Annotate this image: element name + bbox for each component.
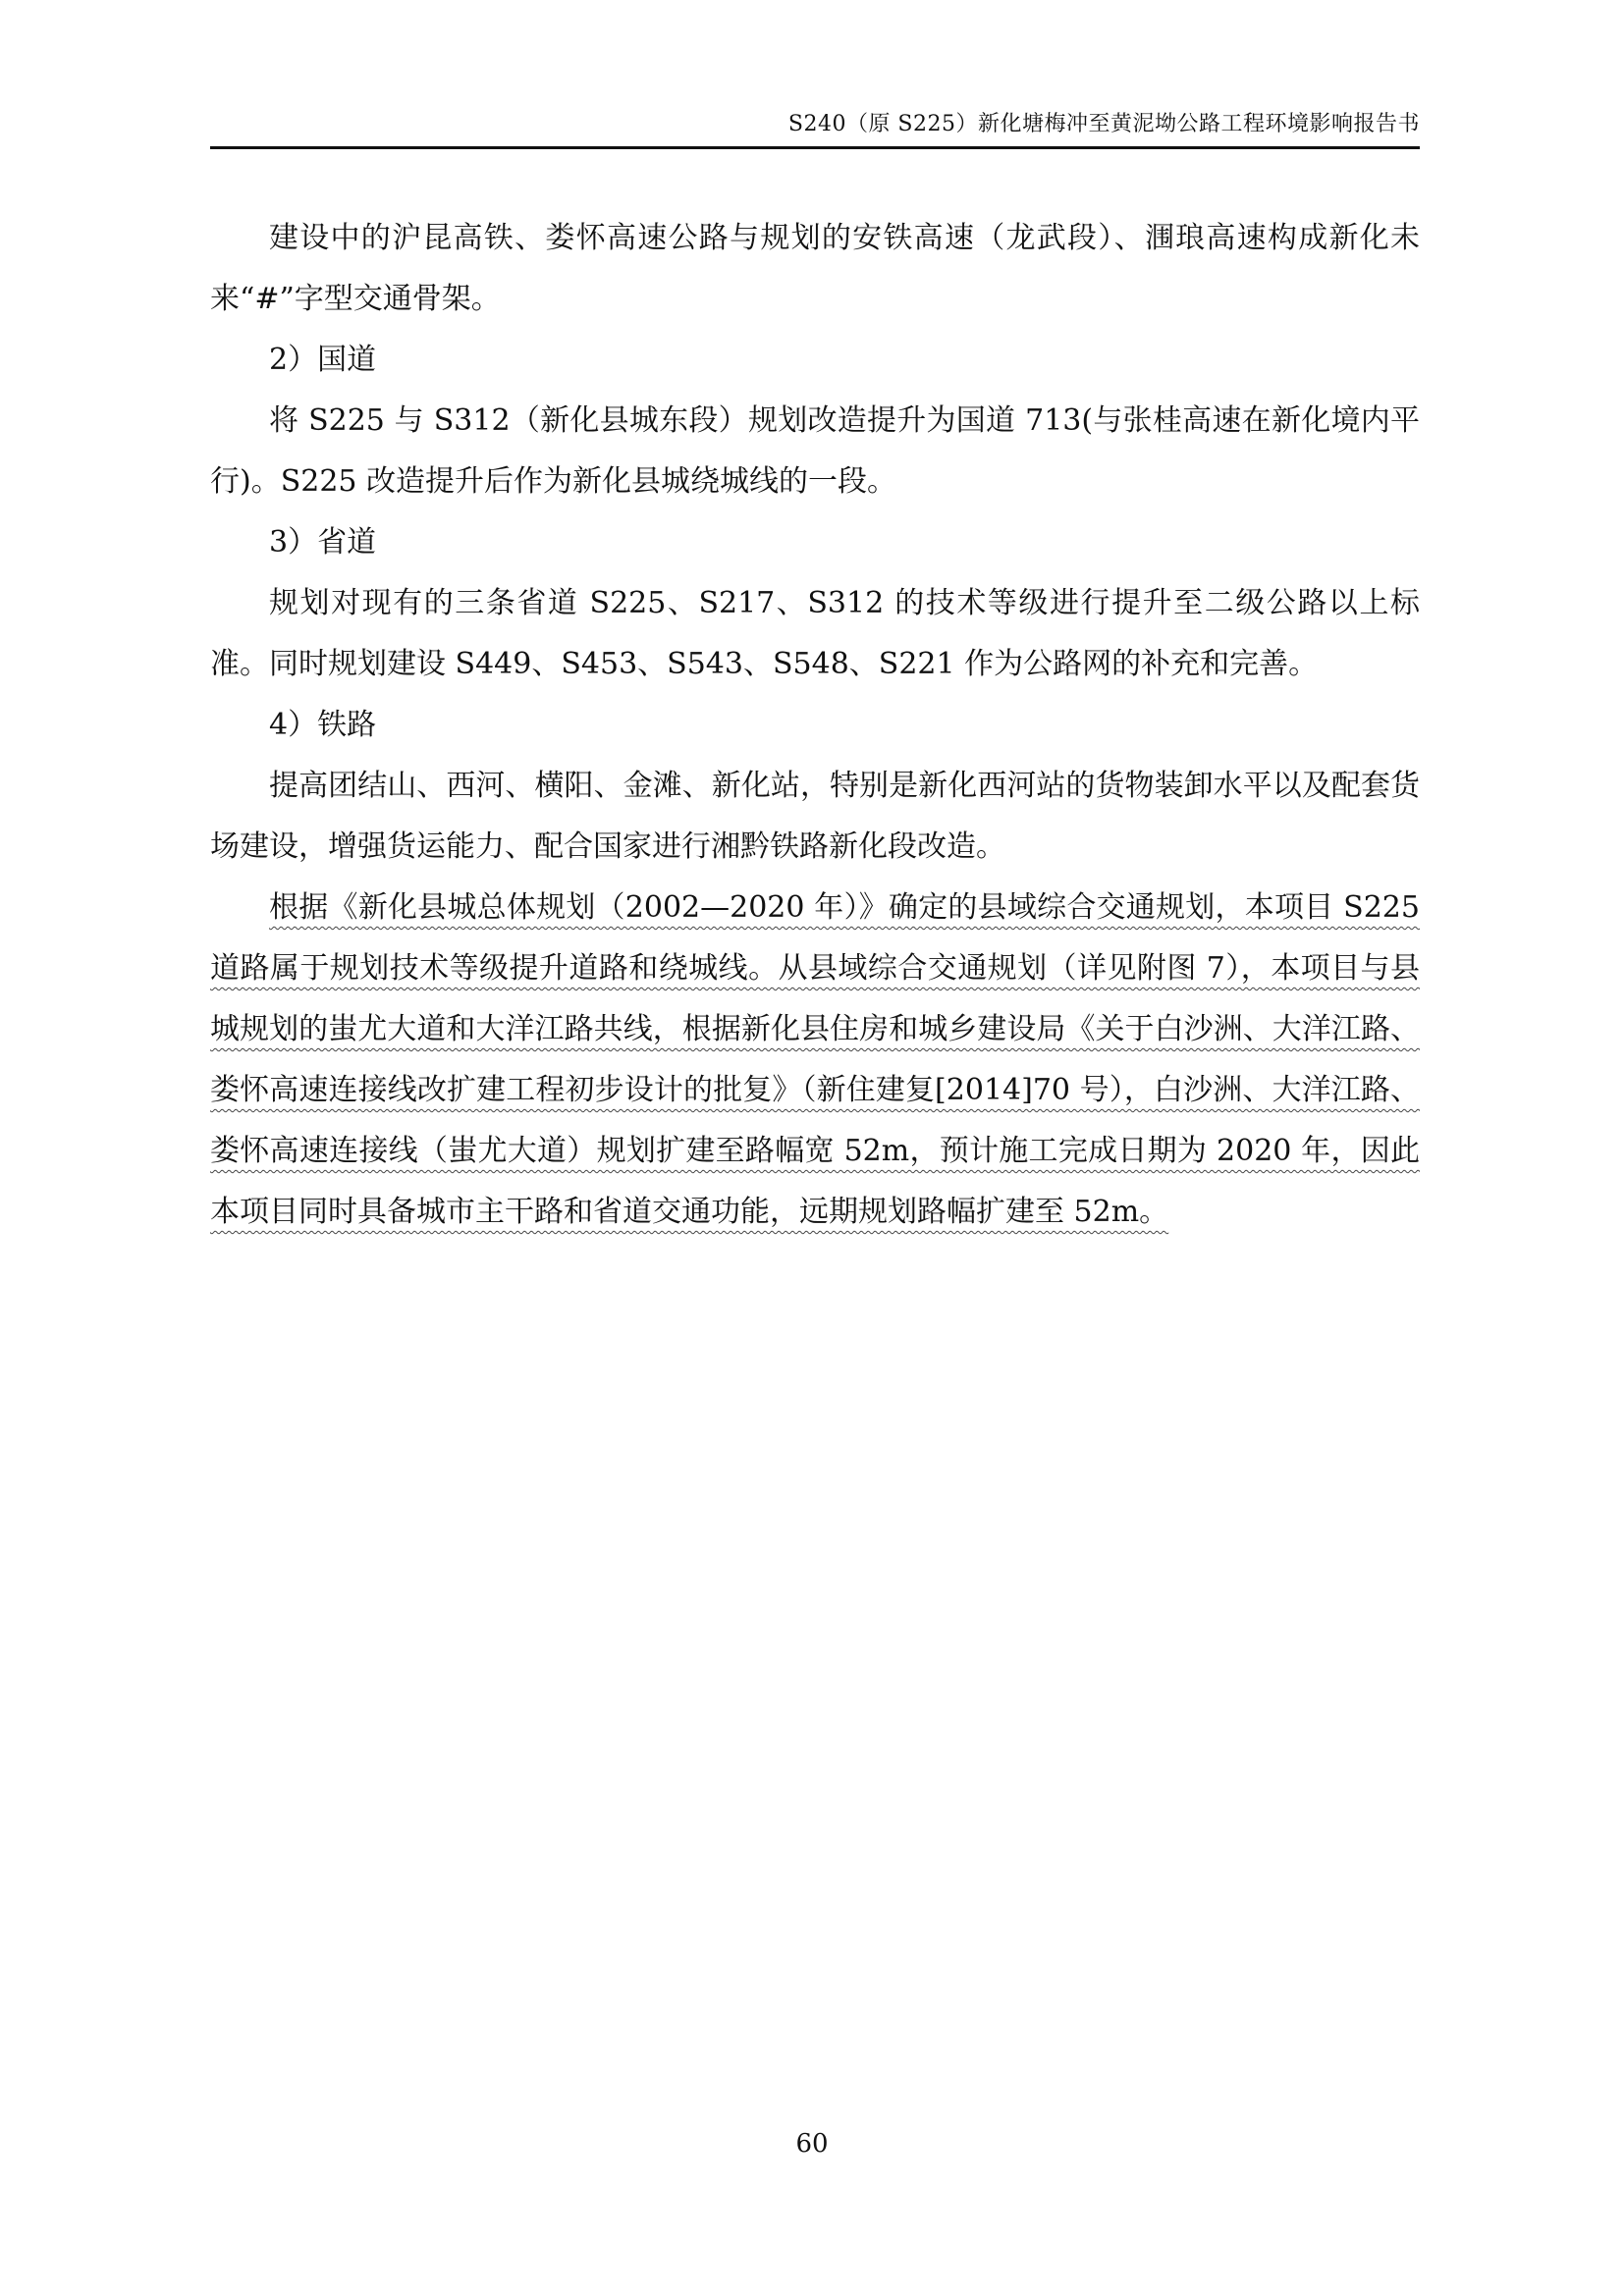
page-number: 60: [795, 2129, 829, 2159]
paragraph-provincial-roads: 规划对现有的三条省道 S225、S217、S312 的技术等级进行提升至二级公路以上标准。同时规划建设 S449、S453、S543、S548、S221 作为公路网的补充和完善。: [210, 586, 1420, 681]
header-divider: [210, 146, 1420, 149]
heading-national-roads: 2）国道: [269, 343, 377, 377]
paragraph-national-roads: 将 S225 与 S312（新化县城东段）规划改造提升为国道 713(与张桂高速在新化境内平行)。S225 改造提升后作为新化县城绕城线的一段。: [210, 403, 1420, 499]
paragraph-railways: 提高团结山、西河、横阳、金滩、新化站，特别是新化西河站的货物装卸水平以及配套货场建设，增强货运能力、配合国家进行湘黔铁路新化段改造。: [210, 769, 1420, 864]
document-body: [210, 208, 1420, 1243]
heading-railways: 4）铁路: [269, 708, 377, 742]
heading-provincial-roads: 3）省道: [269, 525, 377, 560]
paragraph-planning-compliance: 根据《新化县城总体规划（2002—2020 年）》确定的县域综合交通规划，本项目 S225 道路属于规划技术等级提升道路和绕城线。从县域综合交通规划（详见附图 7），本项目与县城规划的蚩尤大道和大洋江路共线，根据新化县住房和城乡建设局《关于白沙洲、大洋江路、娄怀高速连接线改扩建工程初步设计的批复》（新住建复[2014]70 号），白沙洲、大洋江路、娄怀高速连接线（蚩尤大道）规划扩建至路幅宽 52m，预计施工完成日期为 2020 年，因此本项目同时具备城市主干路和省道交通功能，远期规划路幅扩建至 52m。: [210, 890, 1420, 1229]
paragraph-expressway-framework: 建设中的沪昆高铁、娄怀高速公路与规划的安铁高速（龙武段）、涠琅高速构成新化未来“#”字型交通骨架。: [210, 221, 1420, 316]
running-header: S240（原 S225）新化塘梅冲至黄泥坳公路工程环境影响报告书: [787, 112, 1420, 136]
